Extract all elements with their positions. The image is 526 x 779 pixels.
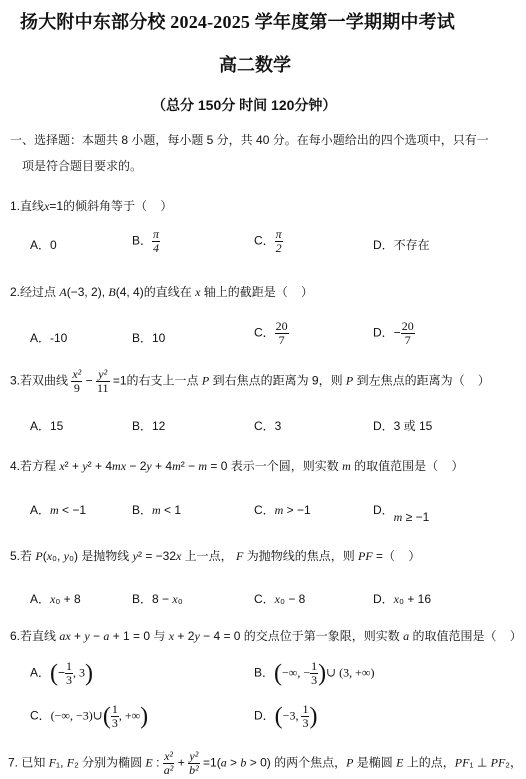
- section-heading-line2: 项是符合题目要求的。: [22, 159, 143, 173]
- question-stem: 1.直线x=1的倾斜角等于（ ）: [10, 199, 173, 213]
- option-d: D．3 或 15: [373, 419, 433, 433]
- option-c: C． $\frac{20}{7}$: [254, 319, 288, 347]
- option-a: A．(− $\frac{1}{3}$ , 3): [30, 659, 94, 687]
- option-c: C．(−∞, −3)∪( $\frac{1}{3}$ , +∞): [30, 702, 149, 730]
- option-c: C．m > −1: [254, 503, 311, 517]
- option-c: C．3: [254, 419, 282, 433]
- exam-title: 扬大附中东部分校 2024-2025 学年度第一学期期中考试: [20, 12, 455, 32]
- option-b: B．12: [132, 419, 166, 433]
- question-number: 1.直线: [10, 199, 45, 213]
- option-a: A．x₀ + 8: [30, 592, 81, 606]
- option-c: C． $\frac{\pi}{2}$: [254, 227, 282, 255]
- subject-title: 高二数学: [219, 55, 291, 75]
- option-b: B．m < 1: [132, 503, 182, 517]
- option-a: A．-10: [30, 331, 68, 345]
- question-stem: 7. 已知 F₁, F₂ 分别为椭圆 E : $\frac{\text{x²}}{\text{a²}}$ + $\frac{\text{y²}}{\text{b²}}$ =1(a > b > 0) 的两个焦点，P 是椭圆 E 上的点，PF₁ ⊥ PF₂，: [8, 749, 522, 777]
- question-stem: 2.经过点 A(−3, 2), B(4, 4)的直线在 x 轴上的截距是（ ）: [10, 285, 314, 299]
- option-d: D．(−3, $\frac{1}{3}$ ): [254, 702, 318, 730]
- question-stem: 6.若直线 ax + y − a + 1 = 0 与 x + 2y − 4 = 0 的交点位于第一象限，则实数 a 的取值范围是（ ）: [10, 629, 522, 643]
- section-heading-line1: 一、选择题：本题共 8 小题，每小题 5 分，共 40 分。在每小题给出的四个选项中，只有一: [10, 133, 489, 147]
- option-b: B．(−∞, − $\frac{1}{3}$ )∪ (3, +∞): [254, 659, 375, 687]
- option-b: B． $\frac{\pi}{4}$: [132, 227, 160, 255]
- option-d: D．不存在: [373, 238, 430, 252]
- question-stem: 5.若 P(x₀, y₀) 是抛物线 y² = −32x 上一点， F 为抛物线的焦点，则 PF =（ ）: [10, 549, 421, 563]
- option-d: D．x₀ + 16: [373, 592, 432, 606]
- question-stem: 4.若方程 x² + y² + 4mx − 2y + 4m² − m = 0 表示一个圆，则实数 m 的取值范围是（ ）: [10, 459, 464, 473]
- option-a: A．m < −1: [30, 503, 87, 517]
- math-x: x: [44, 199, 50, 213]
- option-d: D．m ≥ −1: [373, 503, 430, 524]
- option-a: A．0: [30, 238, 57, 252]
- question-stem: 3.若双曲线 $\frac{\text{x²}}{9}$ − $\frac{\text{y²}}{11}$ =1的右支上一点 P 到右焦点的距离为 9，则 P 到左焦点的距离为（ ）: [10, 367, 490, 395]
- option-b: B．8 − x₀: [132, 592, 183, 606]
- option-b: B．10: [132, 331, 166, 345]
- exam-info: （总分 150分 时间 120分钟）: [152, 97, 337, 113]
- option-c: C．x₀ − 8: [254, 592, 306, 606]
- option-d: D．− $\frac{20}{7}$: [373, 319, 414, 347]
- option-a: A．15: [30, 419, 64, 433]
